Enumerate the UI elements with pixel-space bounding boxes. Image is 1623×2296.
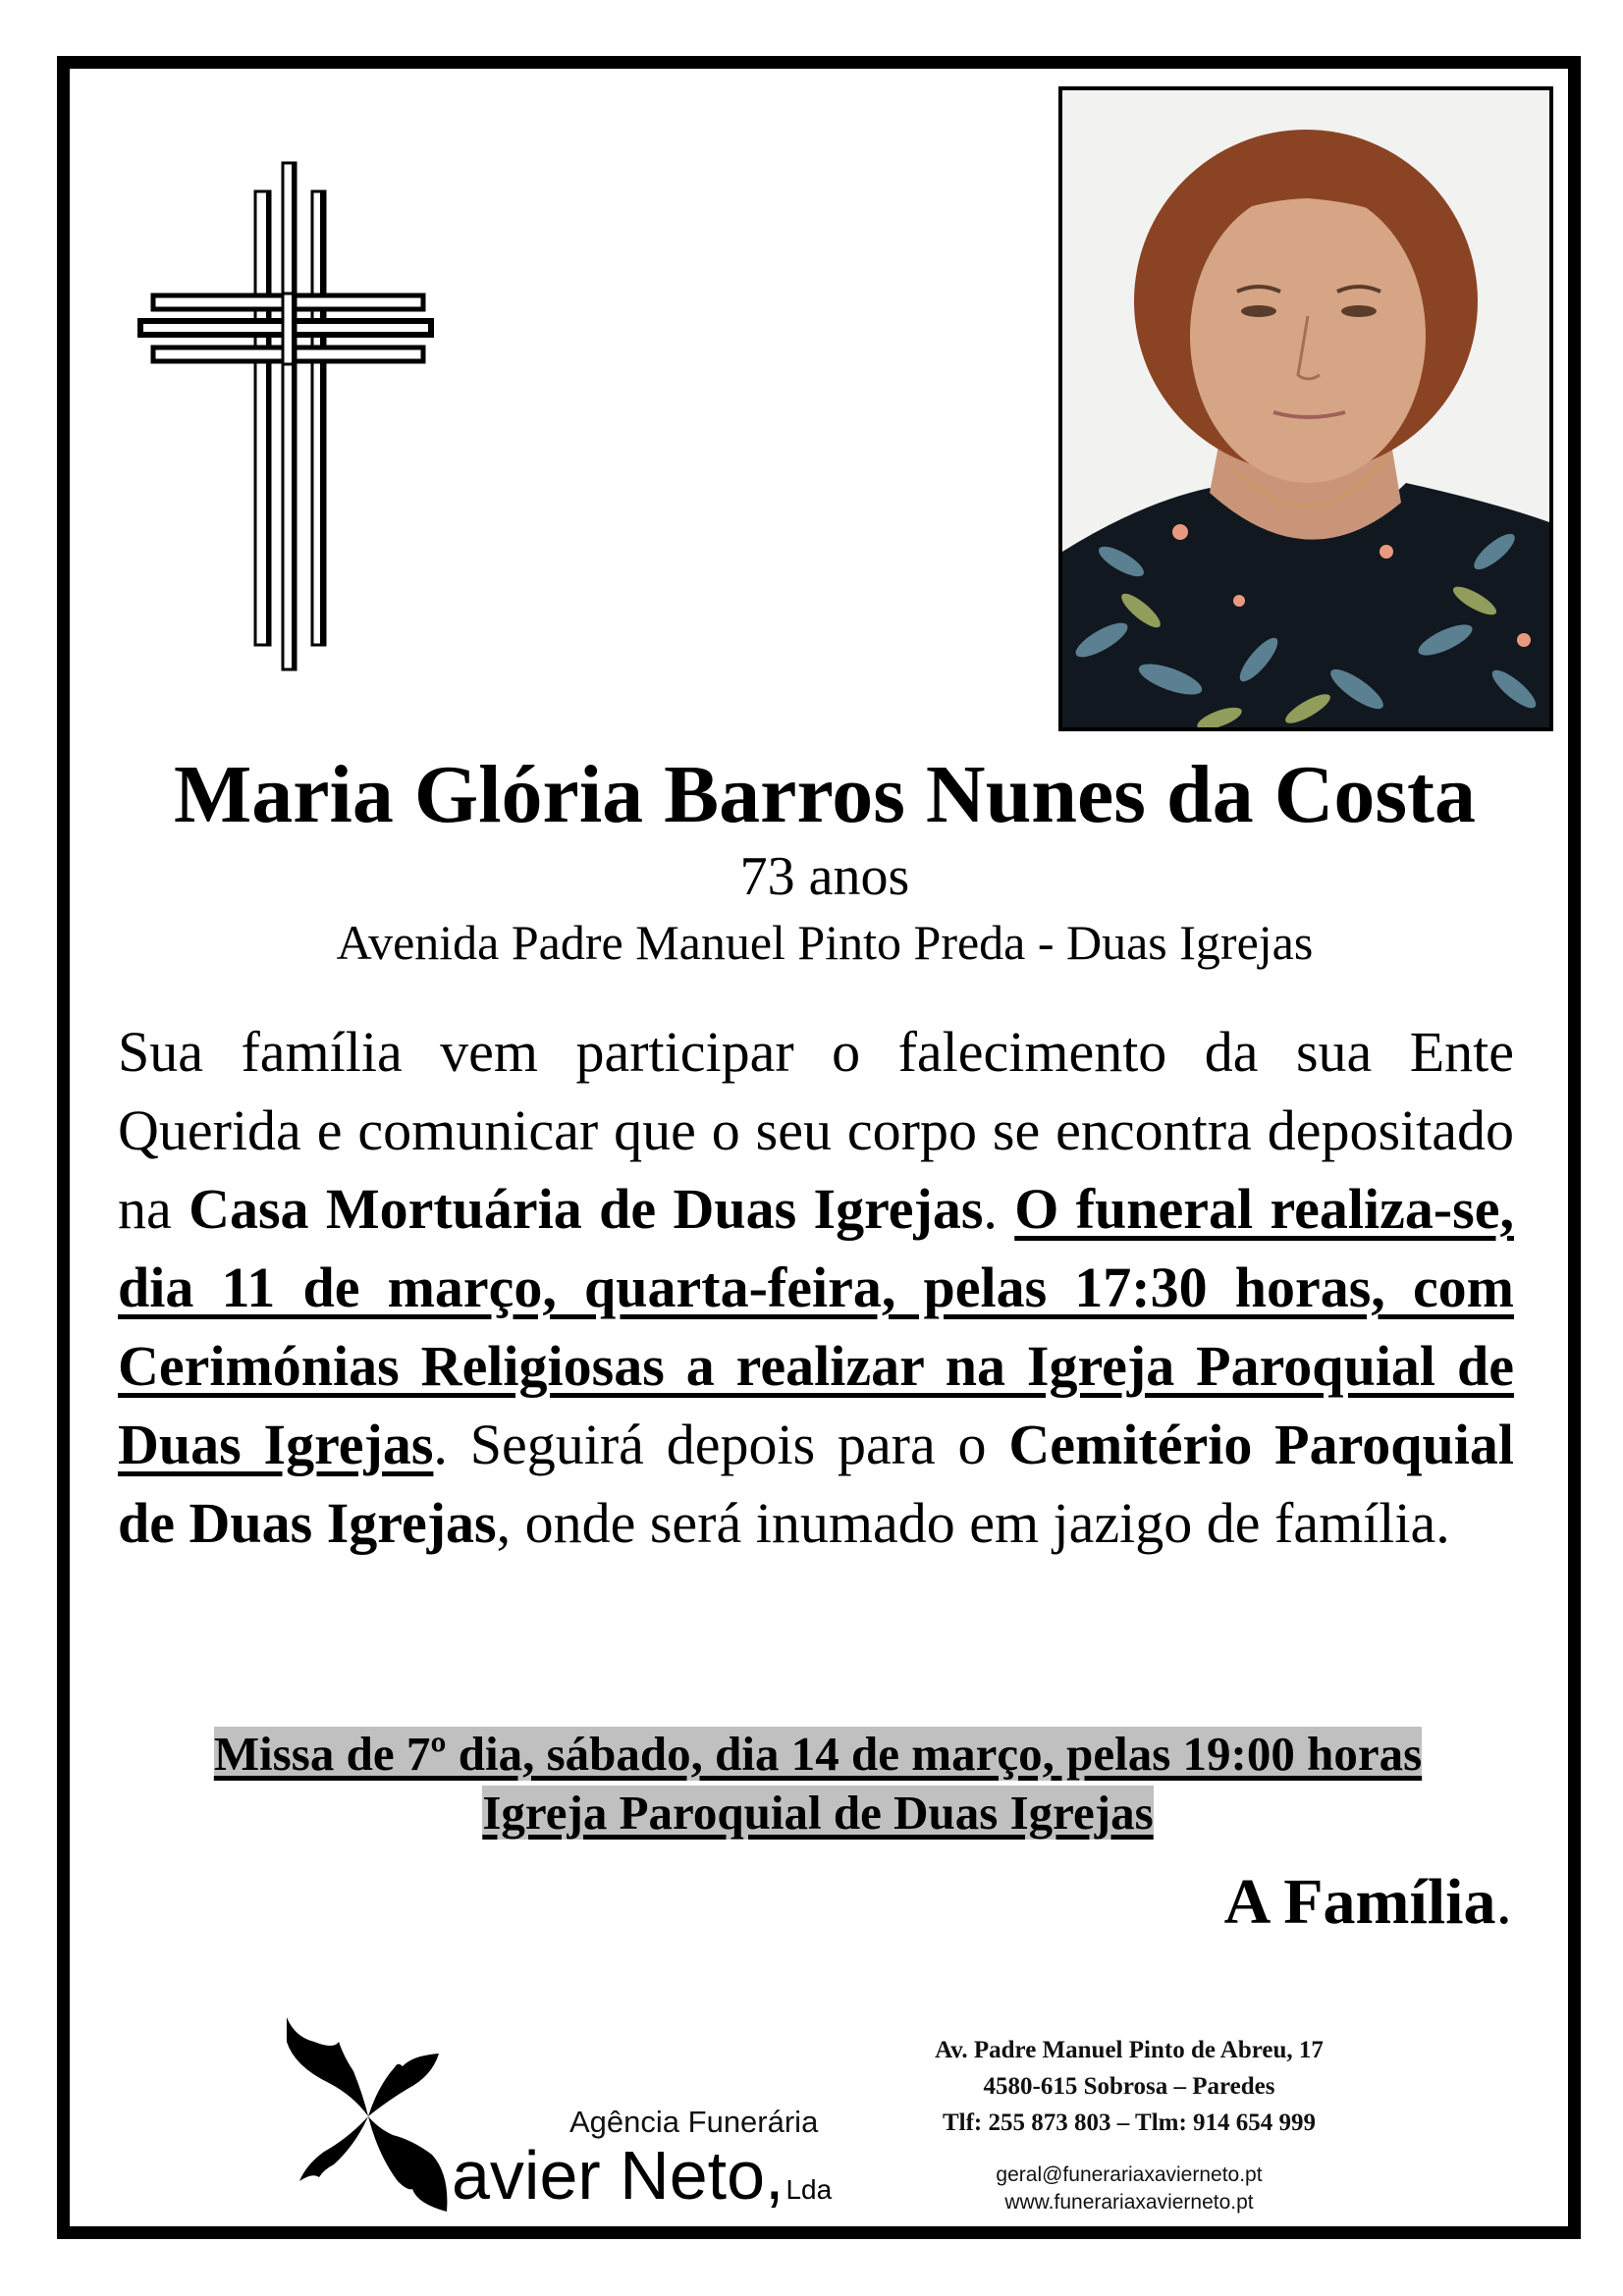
announcement-text-3: . Seguirá depois para o <box>433 1413 1009 1476</box>
agency-email-link[interactable]: geral@funerariaxavierneto.pt <box>996 2163 1263 2186</box>
signature-punct: . <box>1495 1866 1512 1938</box>
agency-website-link[interactable]: www.funerariaxavierneto.pt <box>1004 2191 1254 2214</box>
portrait-image <box>1062 90 1549 727</box>
deceased-age: 73 anos <box>739 846 910 907</box>
cemetery-location: Cemitério Paroquial de Duas Igrejas <box>118 1413 1515 1555</box>
deceased-name: Maria Glória Barros Nunes da Costa <box>173 749 1477 840</box>
agency-tagline: Agência Funerária <box>569 2105 819 2139</box>
wake-location: Casa Mortuária de Duas Igrejas <box>189 1177 984 1241</box>
xavier-neto-x-logo-icon <box>281 2012 454 2218</box>
agency-contact <box>884 2032 1375 2141</box>
agency-name-text: avier Neto, <box>452 2137 784 2214</box>
announcement-text-4: , onde será inumado em jazigo de família. <box>496 1491 1450 1555</box>
agency-name <box>452 2136 832 2229</box>
agency-address-line2: 4580-615 Sobrosa – Paredes <box>983 2073 1275 2100</box>
signature-text: A Família <box>1223 1866 1496 1938</box>
family-signature <box>1224 1863 1512 1942</box>
agency-address-line1: Av. Padre Manuel Pinto de Abreu, 17 <box>935 2037 1324 2063</box>
mass-date-time: Missa de 7º dia, sábado, dia 14 de março, pelas 19:00 horas <box>213 1727 1423 1781</box>
deceased-photo <box>1058 86 1553 731</box>
agency-suffix: Lda <box>785 2174 833 2205</box>
mass-announcement <box>69 1725 1567 1842</box>
announcement-paragraph <box>118 1013 1514 1563</box>
funeral-details: O funeral realiza-se, dia 11 de março, quarta-feira, pelas 17:30 horas, com Cerimónias Religiosas a realizar na Igreja Paroquial de Duas Igrejas <box>118 1177 1514 1476</box>
latin-cross-icon <box>135 160 436 674</box>
agency-web-contact <box>884 2162 1375 2216</box>
agency-phones: Tlf: 255 873 803 – Tlm: 914 654 999 <box>942 2109 1317 2136</box>
announcement-text-1: Sua família vem participar o falecimento da sua Ente Querida e comunicar que o seu corpo se encontra depositado na <box>118 1020 1514 1241</box>
mass-location: Igreja Paroquial de Duas Igrejas <box>482 1786 1154 1840</box>
announcement-text-2: . <box>983 1177 1015 1241</box>
deceased-address: Avenida Padre Manuel Pinto Preda - Duas Igrejas <box>336 915 1314 970</box>
